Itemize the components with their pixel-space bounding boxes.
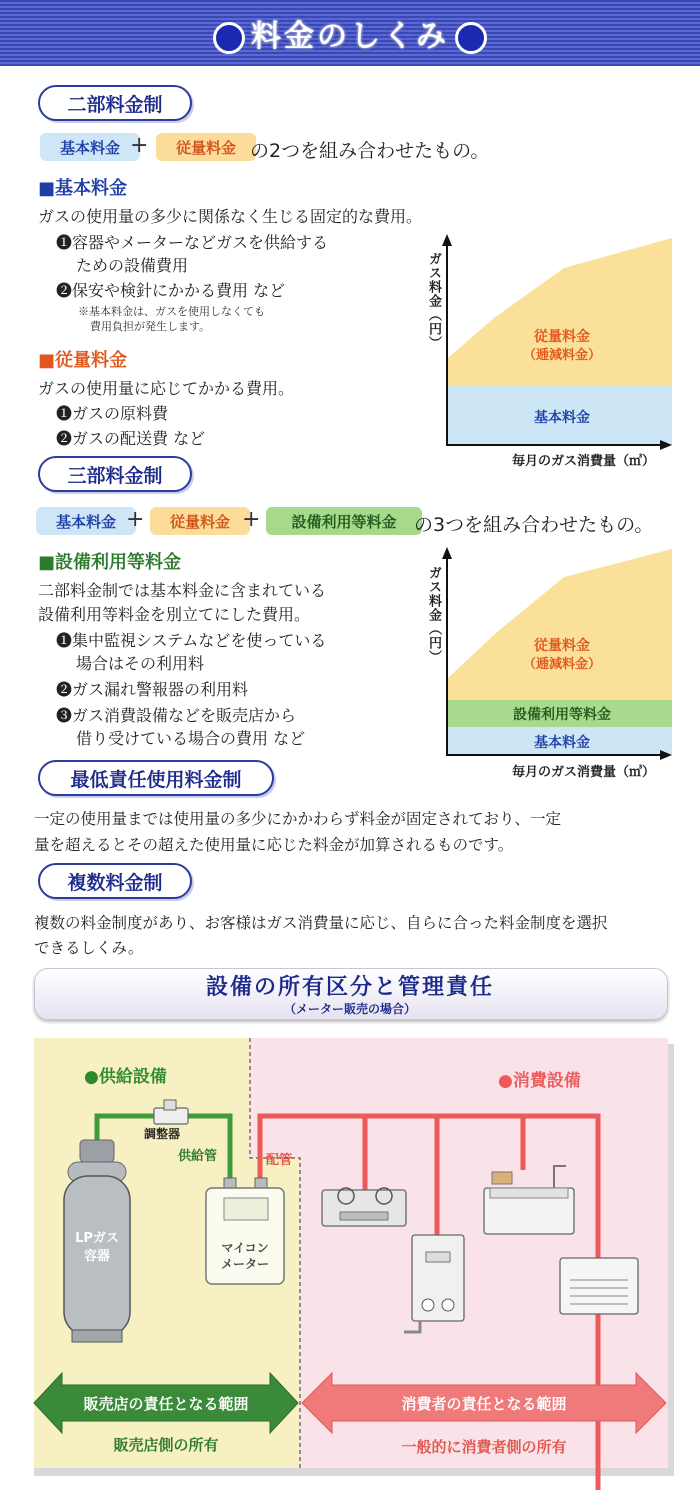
consume-label: ●消費設備 <box>498 1071 581 1091</box>
supplier-ownership-label: 販売店側の所有 <box>113 1436 219 1454</box>
plus-sign: + <box>126 507 145 532</box>
consumer-ownership-label: 一般的に消費者側の所有 <box>401 1438 567 1456</box>
equipment-desc-1: 二部料金制では基本料金に含まれている <box>38 581 327 600</box>
formula-text-2: の3つを組み合わせたもの。 <box>414 514 654 536</box>
equipment-item-1: ❶集中監視システムなどを使っている <box>56 631 327 650</box>
equipment-item-3-cont: 借り受けている場合の費用 など <box>76 729 306 748</box>
basic-fee-note-cont: 費用負担が発生します。 <box>90 320 211 333</box>
section-title-multiple: 複数料金制 <box>38 863 192 899</box>
regulator-label: 調整器 <box>144 1127 181 1141</box>
supplier-responsibility-label: 販売店の責任となる範囲 <box>83 1395 249 1413</box>
formula-text: の2つを組み合わせたもの。 <box>250 140 490 162</box>
tag-basic-fee-2: 基本料金 <box>36 507 136 535</box>
basic-fee-item-2: ❷保安や検針にかかる費用 など <box>56 281 286 300</box>
chart1-usage-label: 従量料金 <box>534 329 590 345</box>
minimum-desc-2: 量を超えるとその超えた使用量に応じた料金が加算されるものです。 <box>34 836 514 854</box>
consume-area-top <box>250 1038 668 1158</box>
usage-fee-desc: ガスの使用量に応じてかかる費用。 <box>38 379 295 398</box>
heading-equipment-fee: ■設備利用等料金 <box>38 552 182 573</box>
supply-pipe-label: 供給管 <box>178 1149 218 1164</box>
page-header <box>0 0 700 66</box>
chart2-usage-sublabel: （逓減料金） <box>522 657 602 672</box>
section-title-minimum: 最低責任使用料金制 <box>38 760 274 796</box>
chart1-x-label: 毎月のガス消費量（㎥） <box>512 454 656 469</box>
ownership-diagram <box>0 1030 700 1490</box>
chart2-y-arrow-icon <box>442 547 452 559</box>
plus-sign: + <box>130 133 149 158</box>
equipment-item-3: ❸ガス消費設備などを販売店から <box>56 706 297 725</box>
header-dot-icon <box>455 22 487 54</box>
usage-fee-item-1: ❶ガスの原料費 <box>56 404 169 423</box>
heading-basic-fee: ■基本料金 <box>38 178 128 199</box>
page-title: 料金のしくみ <box>251 19 449 54</box>
multiple-desc-1: 複数の料金制度があり、お客様はガス消費量に応じ、自らに合った料金制度を選択 <box>34 914 608 932</box>
cylinder-label-1: LPガス <box>75 1231 119 1246</box>
chart1-y-arrow-icon <box>442 234 452 246</box>
gas-stove-icon <box>322 1190 406 1226</box>
diagram-shadow <box>34 1468 672 1476</box>
basic-fee-note: ※基本料金は、ガスを使用しなくても <box>78 305 265 318</box>
tag-usage-fee: 従量料金 <box>156 133 256 161</box>
supply-label: ●供給設備 <box>84 1067 167 1087</box>
equipment-item-2: ❷ガス漏れ警報器の利用料 <box>56 680 249 699</box>
meter-label-1: マイコン <box>221 1241 269 1255</box>
header-dot-icon <box>213 22 245 54</box>
chart1-basic-label: 基本料金 <box>534 410 590 426</box>
basic-fee-desc: ガスの使用量の多少に関係なく生じる固定的な費用。 <box>38 207 423 226</box>
equipment-item-1-cont: 場合はその利用料 <box>76 654 205 673</box>
plus-sign: + <box>242 507 261 532</box>
consumer-responsibility-label: 消費者の責任となる範囲 <box>401 1395 567 1413</box>
basic-fee-item-1-cont: ための設備費用 <box>76 256 189 275</box>
meter-label-2: メーター <box>220 1257 270 1271</box>
minimum-desc-1: 一定の使用量までは使用量の多少にかかわらず料金が固定されており、一定 <box>34 810 562 828</box>
heading-usage-fee: ■従量料金 <box>38 350 128 371</box>
section-title-two-part: 二部料金制 <box>38 85 192 121</box>
water-heater-icon <box>412 1235 464 1321</box>
pipe-label: 配管 <box>266 1153 293 1168</box>
fan-heater-icon <box>560 1258 638 1314</box>
tag-equipment-fee: 設備利用等料金 <box>266 507 422 535</box>
chart2-x-label: 毎月のガス消費量（㎥） <box>512 765 656 780</box>
ownership-subtitle: （メーター販売の場合） <box>283 1002 416 1016</box>
chart1-usage-sublabel: （逓減料金） <box>522 348 602 363</box>
chart1-graph <box>436 230 676 455</box>
chart2-y-label: ガス料金（円） <box>426 566 441 664</box>
chart2-usage-label: 従量料金 <box>534 638 590 654</box>
cylinder-label-2: 容器 <box>83 1249 111 1264</box>
tag-basic-fee: 基本料金 <box>40 133 140 161</box>
ownership-title: 設備の所有区分と管理責任 <box>205 975 494 1000</box>
section-title-three-part: 三部料金制 <box>38 456 192 492</box>
chart2-equipment-label: 設備利用等料金 <box>513 707 611 723</box>
chart1-y-label: ガス料金（円） <box>426 252 441 350</box>
chart2-graph <box>436 545 676 760</box>
basic-fee-item-1: ❶容器やメーターなどガスを供給する <box>56 233 329 252</box>
usage-fee-item-2: ❷ガスの配送費 など <box>56 429 206 448</box>
tag-usage-fee-2: 従量料金 <box>150 507 250 535</box>
chart2-basic-label: 基本料金 <box>534 735 590 751</box>
equipment-desc-2: 設備利用等料金を別立てにした費用。 <box>38 605 311 624</box>
multiple-desc-2: できるしくみ。 <box>34 939 144 957</box>
